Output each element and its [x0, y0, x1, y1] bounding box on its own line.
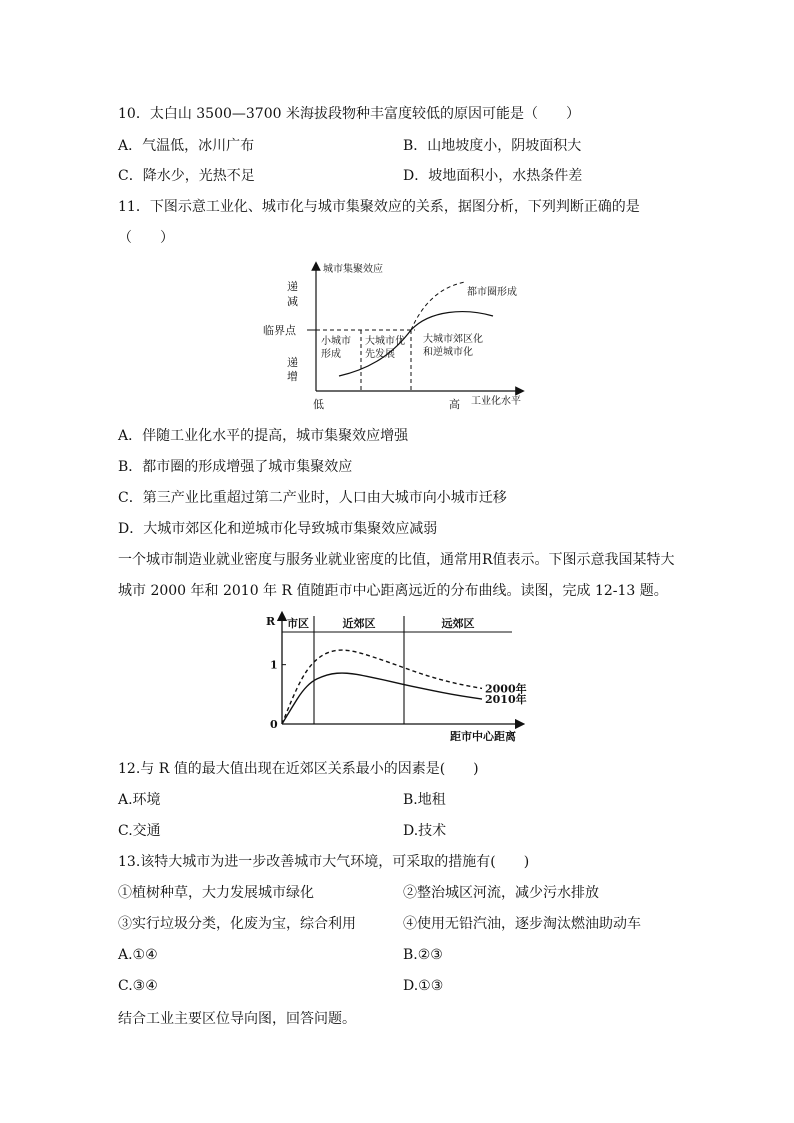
q13-measure-3: ③实行垃圾分类，化废为宝，综合利用: [118, 916, 356, 932]
series-label-2010: 2010年: [485, 693, 527, 707]
series-line-2000: [282, 650, 482, 724]
q13-option-b: B.②③: [403, 947, 443, 963]
y-tick-label-1: 1: [270, 658, 278, 672]
q12-option-c: C.交通: [118, 823, 161, 839]
agglomeration-diagram: [255, 258, 555, 413]
q12-option-d: D.技术: [403, 823, 447, 839]
q12-option-a: A.环境: [118, 792, 161, 808]
q13-option-d: D.①③: [403, 978, 444, 994]
passage-line-1: 一个城市制造业就业密度与服务业就业密度的比值，通常用R值表示。下图示意我国某特大: [118, 552, 675, 568]
critical-point-label: 临界点: [263, 324, 296, 337]
y-lower-2: 增: [287, 370, 298, 383]
passage-line-2: 城市 2000 年和 2010 年 R 值随距市中心距离远近的分布曲线。读图，完成 12-13 题。: [118, 583, 668, 599]
x-axis-title: 工业化水平: [471, 396, 521, 407]
x-low: 低: [313, 398, 324, 411]
q10-option-b: B．山地坡度小，阴坡面积大: [403, 138, 582, 154]
r-value-chart: [262, 610, 532, 745]
q10-option-a: A．气温低，冰川广布: [118, 138, 255, 154]
y-axis-title: 城市集聚效应: [323, 264, 383, 275]
q10-option-d: D．坡地面积小，水热条件差: [403, 168, 583, 184]
q10-stem: 10．太白山 3500—3700 米海拔段物种丰富度较低的原因可能是（ ）: [118, 106, 580, 122]
metro-label: 都市圈形成: [467, 287, 517, 298]
q13-measure-4: ④使用无铅汽油，逐步淘汰燃油助动车: [403, 916, 641, 932]
y-upper-2: 减: [287, 295, 298, 308]
q10-option-c: C．降水少，光热不足: [118, 168, 255, 184]
q12-stem: 12.与 R 值的最大值出现在近郊区关系最小的因素是( ): [118, 761, 479, 777]
zone1-line1: 小城市: [321, 336, 351, 347]
q11-option-a: A．伴随工业化水平的提高，城市集聚效应增强: [118, 428, 409, 444]
zone1-line2: 形成: [321, 349, 341, 360]
zone3-line2: 和逆城市化: [423, 347, 473, 358]
series-line-2010: [282, 673, 482, 724]
zone2-line2: 先发展: [365, 349, 395, 360]
q12-option-b: B.地租: [403, 792, 446, 808]
zone-label-3: 远郊区: [441, 617, 475, 630]
q13-option-a: A.①④: [118, 947, 158, 963]
closing-instruction: 结合工业主要区位导向图，回答问题。: [118, 1011, 356, 1027]
zone2-line1: 大城市优: [365, 336, 405, 347]
q11-stem: 11．下图示意工业化、城市化与城市集聚效应的关系，据图分析，下列判断正确的是: [118, 199, 640, 215]
x-high: 高: [449, 398, 460, 411]
q13-option-c: C.③④: [118, 978, 158, 994]
zone-label-1: 市区: [287, 617, 309, 630]
q11-stem-paren: （ ）: [118, 230, 174, 246]
y-upper-1: 递: [287, 280, 298, 293]
q13-stem: 13.该特大城市为进一步改善城市大气环境，可采取的措施有( ): [118, 854, 530, 870]
r-y-label: R: [266, 615, 276, 628]
y-tick-label-0: 0: [270, 718, 278, 731]
y-lower-1: 递: [287, 356, 298, 369]
q13-measure-2: ②整治城区河流，减少污水排放: [403, 885, 599, 901]
series-label-2000: 2000年: [485, 682, 527, 696]
q13-measure-1: ①植树种草，大力发展城市绿化: [118, 885, 314, 901]
q11-option-b: B．都市圈的形成增强了城市集聚效应: [118, 459, 353, 475]
zone3-line1: 大城市郊区化: [423, 334, 483, 345]
q11-option-d: D．大城市郊区化和逆城市化导致城市集聚效应减弱: [118, 521, 438, 537]
zone-label-2: 近郊区: [342, 617, 376, 630]
r-x-label: 距市中心距离: [450, 730, 516, 743]
q11-option-c: C．第三产业比重超过第二产业时，人口由大城市向小城市迁移: [118, 490, 507, 506]
